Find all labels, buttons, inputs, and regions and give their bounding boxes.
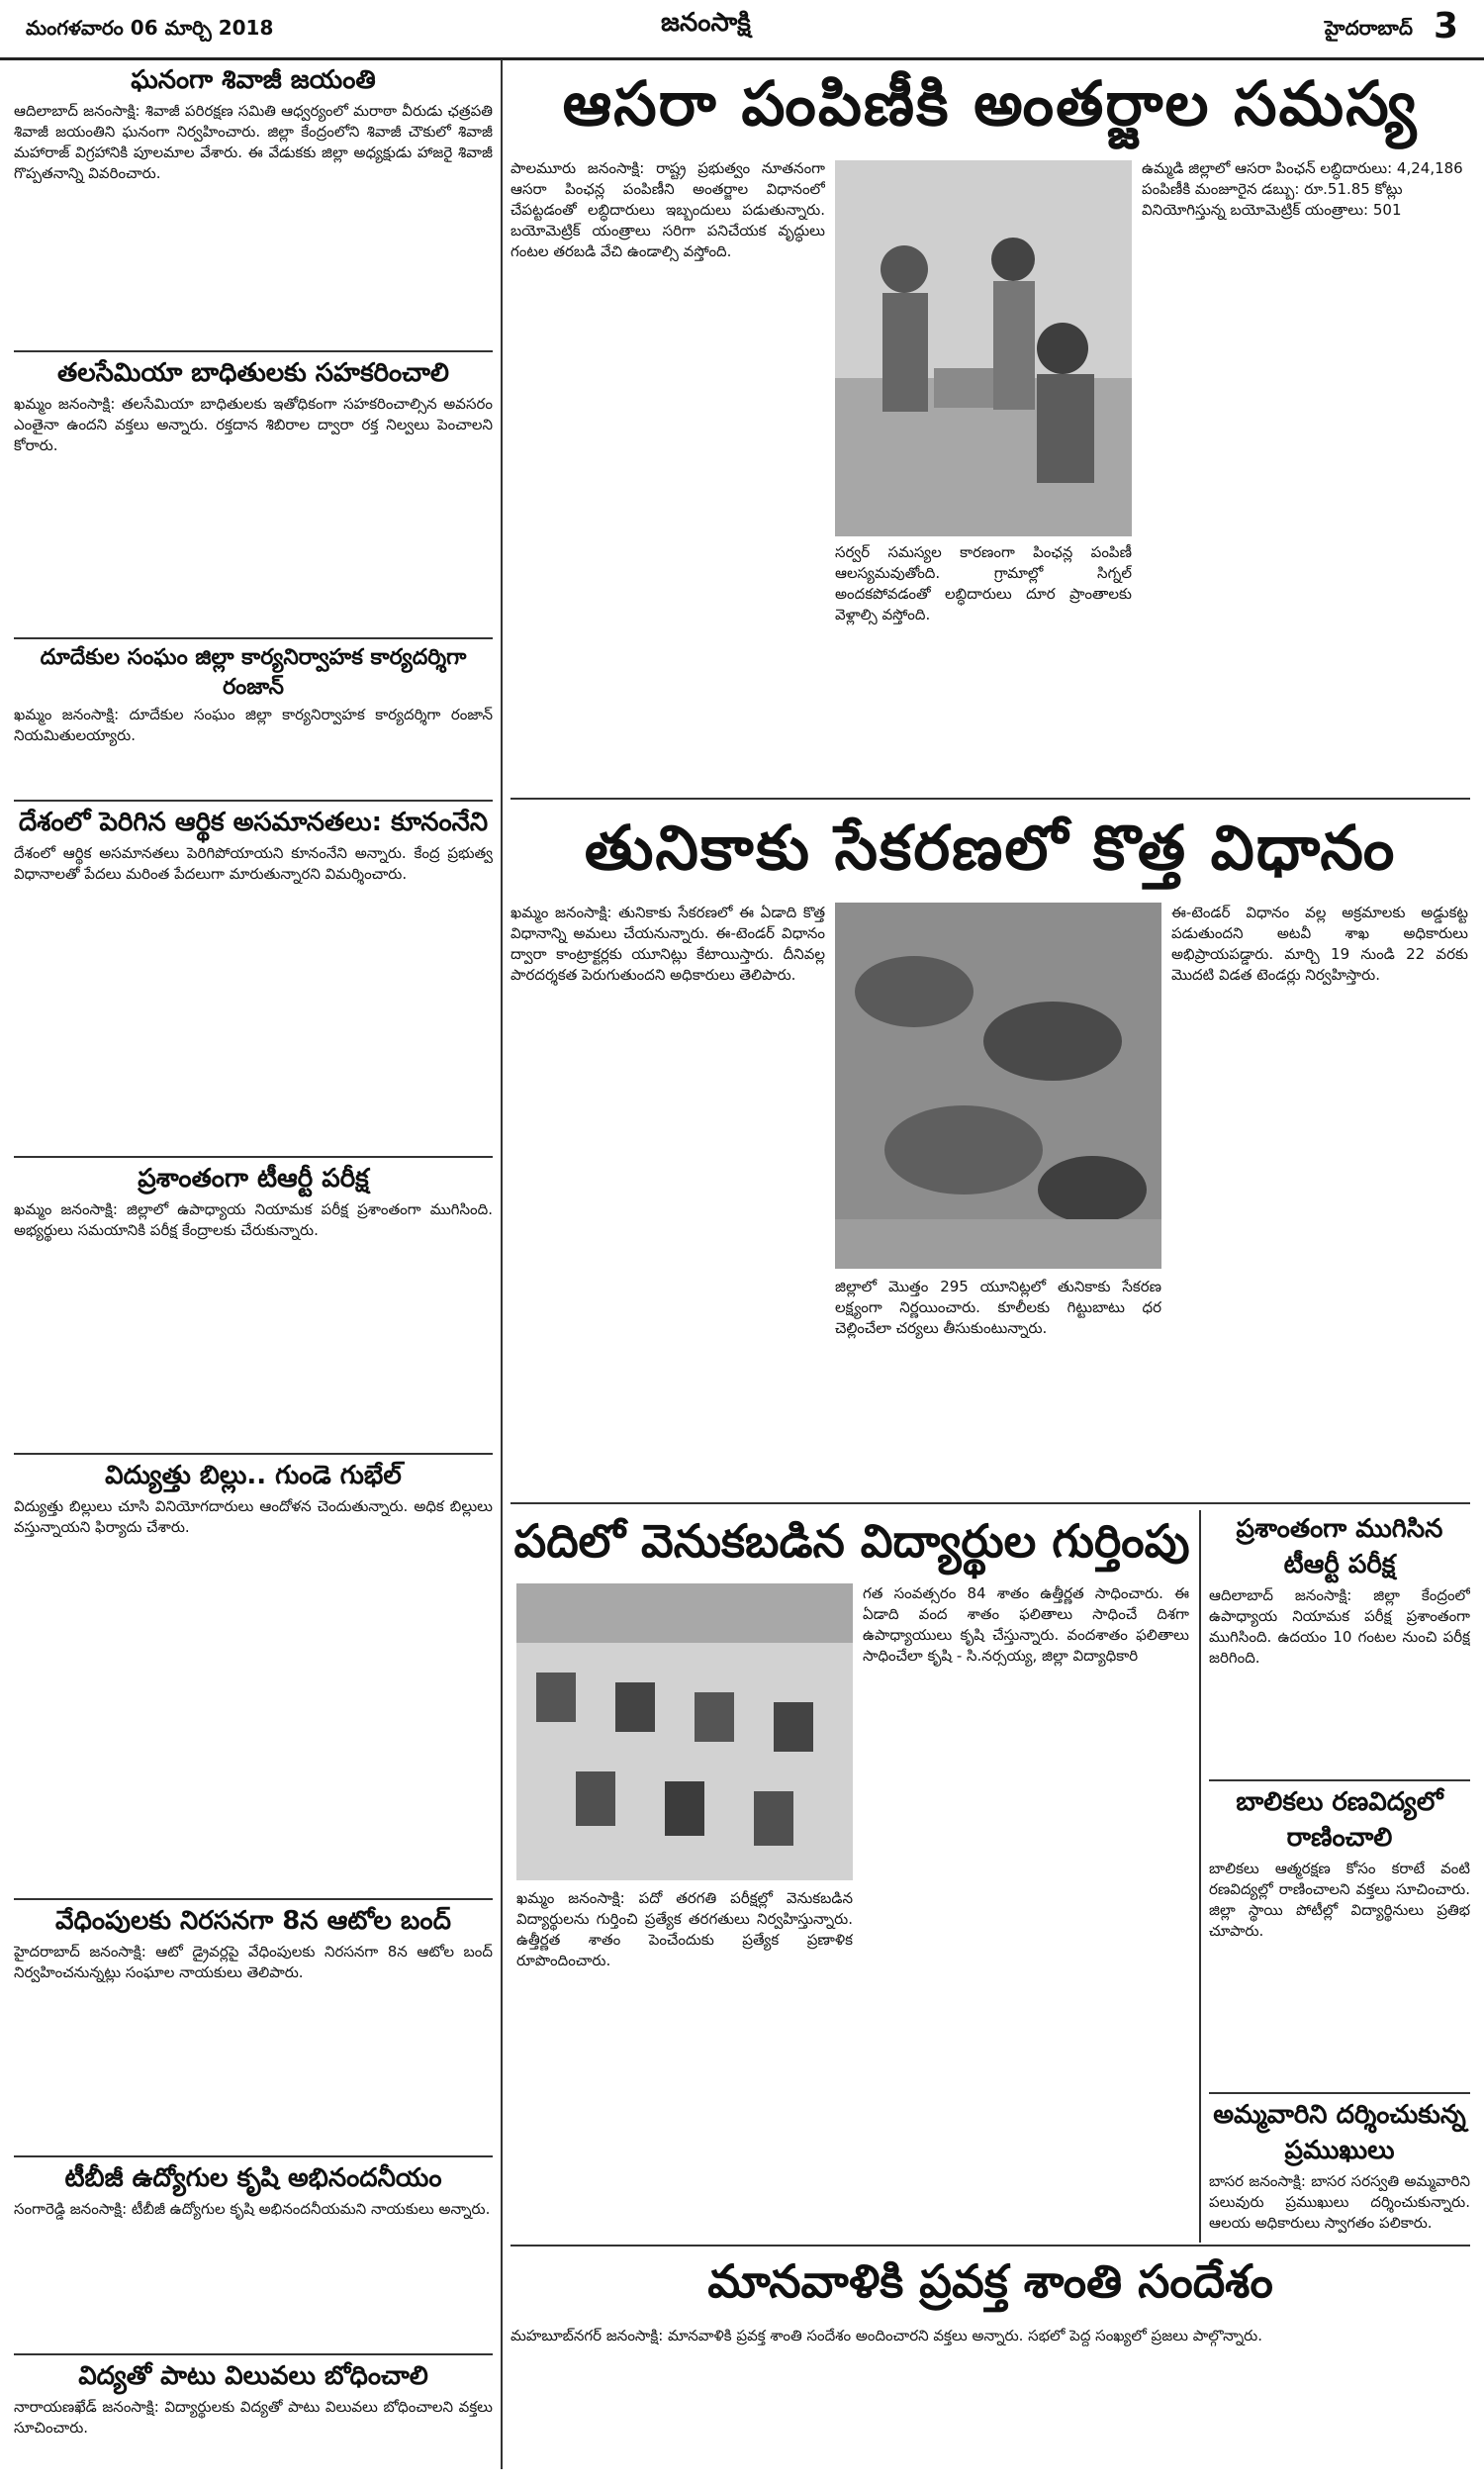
top-story-body-col2: సర్వర్ సమస్యల కారణంగా పింఛన్ల పంపిణీ ఆలస్యమవుతోంది. గ్రామాల్లో సిగ్నల్ అందకపోవడంతో లబ్ధిదారులు దూర ప్రాంతాలకు వెళ్లాల్సి వస్తోంది. — [835, 543, 1132, 623]
pension-queue-photo — [835, 160, 1132, 536]
article-body: విద్యుత్తు బిల్లులు చూసి వినియోగదారులు ఆందోళన చెందుతున్నారు. అధిక బిల్లులు వస్తున్నాయని ఫిర్యాదు చేశారు. — [14, 1497, 493, 1536]
page-header — [0, 0, 1484, 60]
article-body: బాలికలు ఆత్మరక్షణ కోసం కరాటే వంటి రణవిద్యల్లో రాణించాలని వక్తలు సూచించారు. జిల్లా స్థాయి పోటీల్లో విద్యార్థినులు ప్రతిభ చూపారు. — [1209, 1860, 1470, 1940]
article-body: బాసర జనంసాక్షి: బాసర సరస్వతి అమ్మవారిని పలువురు ప్రముఖులు దర్శించుకున్నారు. ఆలయ అధికారులు స్వాగతం పలికారు. — [1209, 2172, 1470, 2232]
article-thalassemia — [14, 358, 493, 639]
page-number: 3 — [1433, 6, 1458, 47]
headline: పదిలో వెనుకబడిన విద్యార్థుల గుర్తింపు — [513, 1514, 1190, 1568]
edition-city: హైదరాబాద్ — [1324, 16, 1413, 40]
bottom-story — [510, 2254, 1470, 2320]
second-story-body-col3: ఈ-టెండర్ విధానం వల్ల అక్రమాలకు అడ్డుకట్ట పడుతుందని అటవీ శాఖ అధికారులు అభిప్రాయపడ్డారు. మార్చి 19 నుండి 22 వరకు మొదటి విడత టెండర్లు నిర్వహిస్తారు. — [1171, 904, 1468, 984]
divider — [14, 350, 493, 352]
bottom-story-body: మహబూబ్‌నగర్ జనంసాక్షి: మానవాళికి ప్రవక్త శాంతి సందేశం అందించారని వక్తలు అన్నారు. సభలో పెద్ద సంఖ్యలో ప్రజలు పాల్గొన్నారు. — [510, 2327, 1263, 2344]
headline: విద్యతో పాటు విలువలు బోధించాలి — [78, 2361, 428, 2391]
top-story — [510, 67, 1470, 154]
divider — [14, 2155, 493, 2157]
article-body: ఖమ్మం జనంసాక్షి: తలసేమియా బాధితులకు ఇతోధికంగా సహకరించాల్సిన అవసరం ఎంతైనా ఉందని వక్తలు అన్నారు. రక్తదాన శిబిరాల ద్వారా రక్త నిల్వలు పెంచాలని కోరారు. — [14, 395, 493, 454]
issue-date: మంగళవారం 06 మార్చి 2018 — [26, 16, 274, 40]
column-divider — [1199, 1510, 1201, 2243]
divider — [510, 1502, 1470, 1504]
headline: మానవాళికి ప్రవక్త శాంతి సందేశం — [707, 2254, 1273, 2308]
headline: అమ్మవారిని దర్శించుకున్న ప్రముఖులు — [1213, 2100, 1466, 2165]
article-martial-arts — [1209, 1787, 1470, 2094]
article-values — [14, 2361, 493, 2486]
tendu-leaf-photo — [835, 903, 1161, 1269]
article-body: సంగారెడ్డి జనంసాక్షి: టీబీజీ ఉద్యోగుల కృషి అభినందనీయమని నాయకులు అన్నారు. — [14, 2200, 491, 2218]
headline: తునికాకు సేకరణలో కొత్త విధానం — [584, 812, 1397, 884]
article-tbg — [14, 2163, 493, 2355]
third-story — [510, 1514, 1193, 1579]
headline: తలసేమియా బాధితులకు సహకరించాలి — [57, 358, 449, 388]
divider — [510, 798, 1470, 800]
headline: దూదేకుల సంఘం జిల్లా కార్యనిర్వాహక కార్యదర్శిగా రంజాన్ — [40, 645, 467, 700]
article-trt-right — [1209, 1514, 1470, 1781]
third-story-body-col2: గత సంవత్సరం 84 శాతం ఉత్తీర్ణత సాధించారు. ఈ ఏడాది వంద శాతం ఫలితాలు సాధించే దిశగా ఉపాధ్యాయులు కృషి చేస్తున్నారు. వందశాతం ఫలితాలు సాధించేలా కృషి - సి.నర్సయ్య, జిల్లా విద్యాధికారి — [863, 1584, 1189, 1665]
divider — [1209, 1779, 1470, 1781]
headline: బాలికలు రణవిద్యలో రాణించాలి — [1236, 1787, 1443, 1853]
second-story — [510, 812, 1470, 899]
column-divider — [501, 59, 503, 2469]
article-inequality — [14, 808, 493, 1158]
divider — [1209, 2092, 1470, 2094]
article-auto-bandh — [14, 1906, 493, 2157]
divider — [14, 1156, 493, 1158]
divider — [14, 637, 493, 639]
divider — [14, 800, 493, 802]
third-story-body-col1: ఖమ్మం జనంసాక్షి: పదో తరగతి పరీక్షల్లో వెనుకబడిన విద్యార్థులను గుర్తించి ప్రత్యేక తరగతులు నిర్వహిస్తున్నారు. ఉత్తీర్ణత శాతం పెంచేందుకు ప్రత్యేక ప్రణాళిక రూపొందించారు. — [516, 1889, 853, 1969]
right-column — [1209, 1514, 1470, 2300]
article-electricity — [14, 1461, 493, 1900]
headline: ప్రశాంతంగా టీఆర్టీ పరీక్ష — [138, 1164, 369, 1194]
left-column — [14, 65, 493, 2486]
article-dudekula — [14, 645, 493, 802]
article-body: ఆదిలాబాద్ జనంసాక్షి: శివాజీ పరిరక్షణ సమితి ఆధ్వర్యంలో మరాఠా వీరుడు ఛత్రపతి శివాజీ జయంతిని ఘనంగా నిర్వహించారు. జిల్లా కేంద్రంలోని శివాజీ చౌకులో శివాజీ మహారాజ్ విగ్రహానికి పూలమాల వేశారు. ఈ వేడుకకు జిల్లా అధ్యక్షుడు హాజరై శివాజీ గొప్పతనాన్ని వివరించారు. — [14, 102, 493, 182]
top-story-body-col3: ఉమ్మడి జిల్లాలో ఆసరా పింఛన్ లబ్ధిదారులు: 4,24,186 పంపిణీకి మంజూరైన డబ్బు: రూ.51.85 కోట్లు వినియోగిస్తున్న బయోమెట్రిక్ యంత్రాలు: 501 — [1142, 159, 1463, 219]
headline: వేధింపులకు నిరసనగా 8న ఆటోల బంద్ — [55, 1906, 451, 1936]
masthead-logo: జనంసాక్షి — [661, 8, 751, 38]
divider — [510, 2245, 1470, 2247]
headline: ప్రశాంతంగా ముగిసిన టీఆర్టీ పరీక్ష — [1236, 1514, 1443, 1579]
article-body: ఆదిలాబాద్ జనంసాక్షి: జిల్లా కేంద్రంలో ఉపాధ్యాయ నియామక పరీక్ష ప్రశాంతంగా ముగిసింది. ఉదయం 10 గంటల నుంచి పరీక్ష జరిగింది. — [1209, 1586, 1470, 1667]
headline: విద్యుత్తు బిల్లు.. గుండె గుభేల్ — [105, 1461, 402, 1490]
article-body: దేశంలో ఆర్థిక అసమానతలు పెరిగిపోయాయని కూనంనేని అన్నారు. కేంద్ర ప్రభుత్వ విధానాలతో పేదలు మరింత పేదలుగా మారుతున్నారని విమర్శించారు. — [14, 844, 493, 883]
article-shivaji — [14, 65, 493, 352]
headline: ఘనంగా శివాజీ జయంతి — [131, 65, 376, 95]
article-body: నారాయణఖేడ్ జనంసాక్షి: విద్యార్థులకు విద్యతో పాటు విలువలు బోధించాలని వక్తలు సూచించారు. — [14, 2398, 493, 2437]
top-story-body-col1: పాలమూరు జనంసాక్షి: రాష్ట్ర ప్రభుత్వం నూతనంగా ఆసరా పింఛన్ల పంపిణీని అంతర్జాల విధానంలో చేపట్టడంతో లబ్ధిదారులు ఇబ్బందులు పడుతున్నారు. బయోమెట్రిక్ యంత్రాలు సరిగా పనిచేయక వృద్ధులు గంటల తరబడి వేచి ఉండాల్సి వస్తోంది. — [510, 159, 825, 260]
second-story-body-col2: జిల్లాలో మొత్తం 295 యూనిట్లలో తునికాకు సేకరణ లక్ష్యంగా నిర్ణయించారు. కూలీలకు గిట్టుబాటు ధర చెల్లించేలా చర్యలు తీసుకుంటున్నారు. — [835, 1278, 1161, 1337]
headline: టీబీజీ ఉద్యోగుల కృషి అభినందనీయం — [64, 2163, 442, 2193]
article-trt-left — [14, 1164, 493, 1455]
divider — [14, 1898, 493, 1900]
article-body: ఖమ్మం జనంసాక్షి: దూదేకుల సంఘం జిల్లా కార్యనిర్వాహక కార్యదర్శిగా రంజాన్ నియమితులయ్యారు. — [14, 706, 493, 744]
divider — [14, 1453, 493, 1455]
students-exam-photo — [516, 1583, 853, 1880]
headline: దేశంలో పెరిగిన ఆర్థిక అసమానతలు: కూనంనేని — [18, 808, 489, 837]
divider — [14, 2353, 493, 2355]
headline: ఆసరా పంపిణీకి అంతర్జాల సమస్య — [562, 67, 1419, 140]
article-body: ఖమ్మం జనంసాక్షి: జిల్లాలో ఉపాధ్యాయ నియామక పరీక్ష ప్రశాంతంగా ముగిసింది. అభ్యర్థులు సమయానికి పరీక్ష కేంద్రాలకు చేరుకున్నారు. — [14, 1200, 493, 1239]
article-body: హైదరాబాద్ జనంసాక్షి: ఆటో డ్రైవర్లపై వేధింపులకు నిరసనగా 8న ఆటోల బంద్ నిర్వహించనున్నట్లు సంఘాల నాయకులు తెలిపారు. — [14, 1943, 493, 1981]
second-story-body-col1: ఖమ్మం జనంసాక్షి: తునికాకు సేకరణలో ఈ ఏడాది కొత్త విధానాన్ని అమలు చేయనున్నారు. ఈ-టెండర్ విధానం ద్వారా కాంట్రాక్టర్లకు యూనిట్లు కేటాయిస్తారు. దీనివల్ల పారదర్శకత పెరుగుతుందని అధికారులు తెలిపారు. — [510, 904, 825, 984]
